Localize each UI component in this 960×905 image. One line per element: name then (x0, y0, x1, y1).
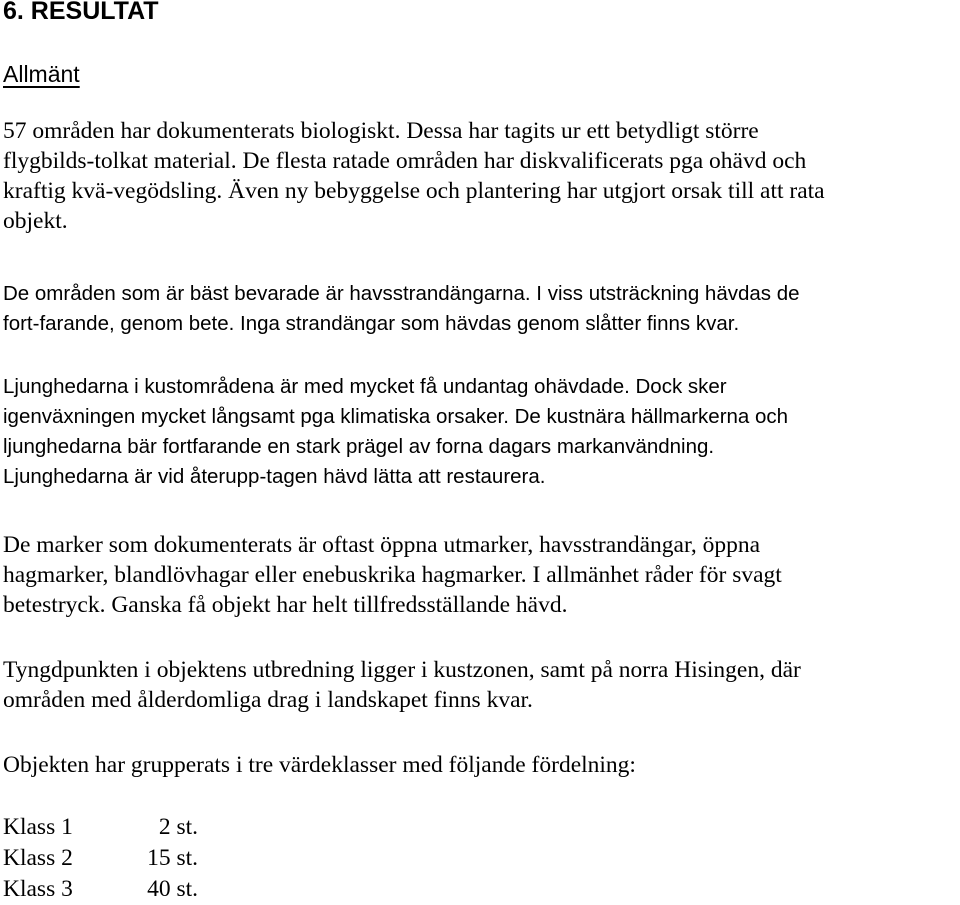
value-class-row (3, 843, 198, 874)
paragraph-line: områden med ålderdomliga drag i landskapet finns kvar. (3, 687, 533, 713)
paragraph-dokumentation (3, 116, 958, 236)
section-heading: 6. RESULTAT (3, 0, 159, 25)
subsection-heading: Allmänt (3, 61, 80, 87)
paragraph-line: Objekten har grupperats i tre värdeklasser med följande fördelning: (3, 752, 636, 778)
paragraph-line: 57 områden har dokumenterats biologiskt. Dessa har tagits ur ett betydligt större (3, 118, 759, 144)
paragraph-vardeklasser (3, 750, 958, 780)
paragraph-line: hagmarker, blandlövhagar eller enebuskrika hagmarker. I allmänhet råder för svagt (3, 562, 782, 588)
paragraph-marker (3, 530, 958, 620)
paragraph-line: flygbilds-tolkat material. De flesta ratade områden har diskvalificerats pga ohävd och (3, 148, 807, 174)
paragraph-line: objekt. (3, 208, 68, 234)
value-class-count: 2 st. (158, 814, 198, 840)
paragraph-strandangar (3, 279, 958, 339)
paragraph-line: ljunghedarna bär fortfarande en stark prägel av forna dagars markanvändning. (3, 435, 715, 458)
value-class-label: Klass 2 (3, 845, 73, 871)
paragraph-line: kraftig kvä-vegödsling. Även ny bebyggelse och plantering har utgjort orsak till att rata (3, 178, 825, 204)
paragraph-line: betestryck. Ganska få objekt har helt tillfredsställande hävd. (3, 592, 568, 618)
paragraph-line: Tyngdpunkten i objektens utbredning ligger i kustzonen, samt på norra Hisingen, där (3, 657, 801, 683)
paragraph-tyngdpunkt (3, 655, 958, 715)
value-class-label: Klass 3 (3, 876, 73, 902)
paragraph-line: fort-farande, genom bete. Inga strandängar som hävdas genom slåtter finns kvar. (3, 312, 740, 335)
value-class-row (3, 874, 198, 905)
paragraph-line: Ljunghedarna är vid återupp-tagen hävd lätta att restaurera. (3, 465, 546, 488)
value-class-list (3, 812, 198, 905)
paragraph-ljunghedar (3, 372, 958, 492)
paragraph-line: Ljunghedarna i kustområdena är med mycket få undantag ohävdade. Dock sker (3, 375, 727, 398)
paragraph-line: igenväxningen mycket långsamt pga klimatiska orsaker. De kustnära hällmarkerna och (3, 405, 789, 428)
value-class-count: 40 st. (147, 876, 198, 902)
value-class-label: Klass 1 (3, 814, 73, 840)
paragraph-line: De marker som dokumenterats är oftast öppna utmarker, havsstrandängar, öppna (3, 532, 761, 558)
value-class-row (3, 812, 198, 843)
paragraph-line: De områden som är bäst bevarade är havsstrandängarna. I viss utsträckning hävdas de (3, 282, 800, 305)
value-class-count: 15 st. (147, 845, 198, 871)
